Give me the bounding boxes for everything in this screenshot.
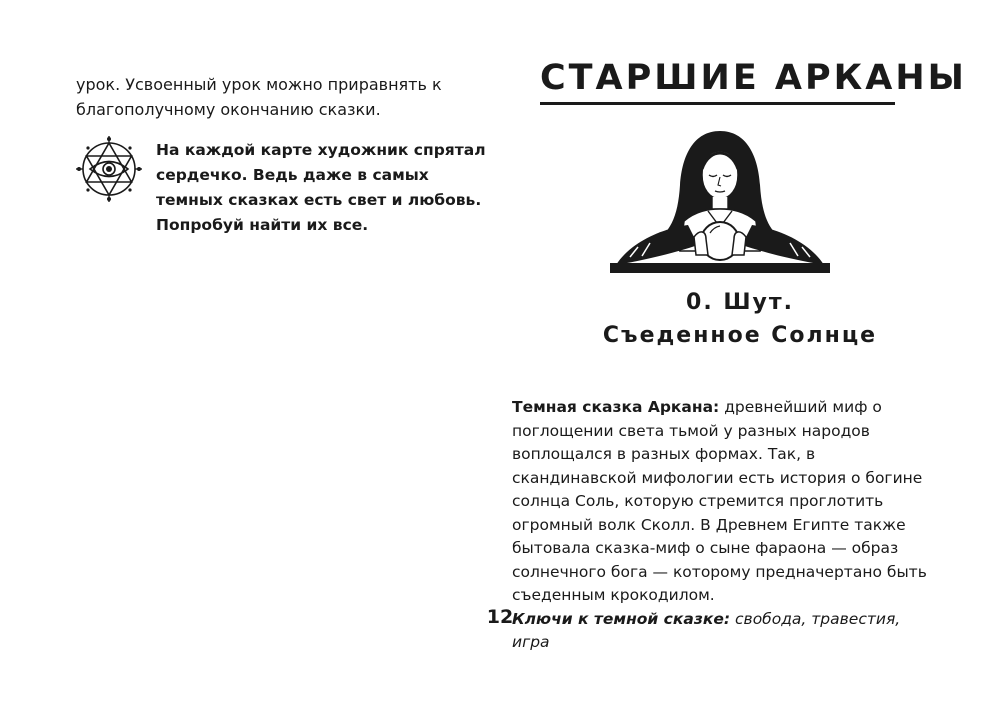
intro-paragraph: урок. Усвоенный урок можно приравнять к благополучному окончанию сказки. [76, 75, 442, 119]
left-column [76, 72, 488, 234]
keys-text: свобода, травестия, игра [512, 609, 901, 651]
section-title: СТАРШИЕ АРКАНЫ [540, 58, 895, 105]
woman-with-crystal-ball-illustration [610, 125, 830, 273]
card-description [512, 396, 932, 655]
card-title [510, 286, 970, 352]
eye-in-star-icon [76, 136, 142, 202]
page-number: 12 [486, 606, 514, 628]
note-text: На каждой карте художник спрятал сердечко. Ведь даже в самых темных сказках есть свет и любовь. Попробуй найти их все. [156, 141, 486, 234]
description-label: Темная сказка Аркана: [512, 398, 720, 416]
card-title-line2: Съеденное Солнце [602, 323, 878, 348]
keys-label: Ключи к темной сказке: [512, 609, 731, 628]
keys-line [512, 608, 932, 655]
description-text: древнейший миф о поглощении света тьмой у разных народов воплощался в разных формах. Так, в скандинавской мифологии есть история о богине солнца Соль, которую стремится проглотить огромный волк Сколл. В Древнем Египте также бытовала сказка-миф о сыне фараона — образ солнечного бога — которому предначертано быть съеденным крокодилом. [512, 398, 927, 604]
card-title-line1: 0. Шут. [686, 290, 794, 315]
